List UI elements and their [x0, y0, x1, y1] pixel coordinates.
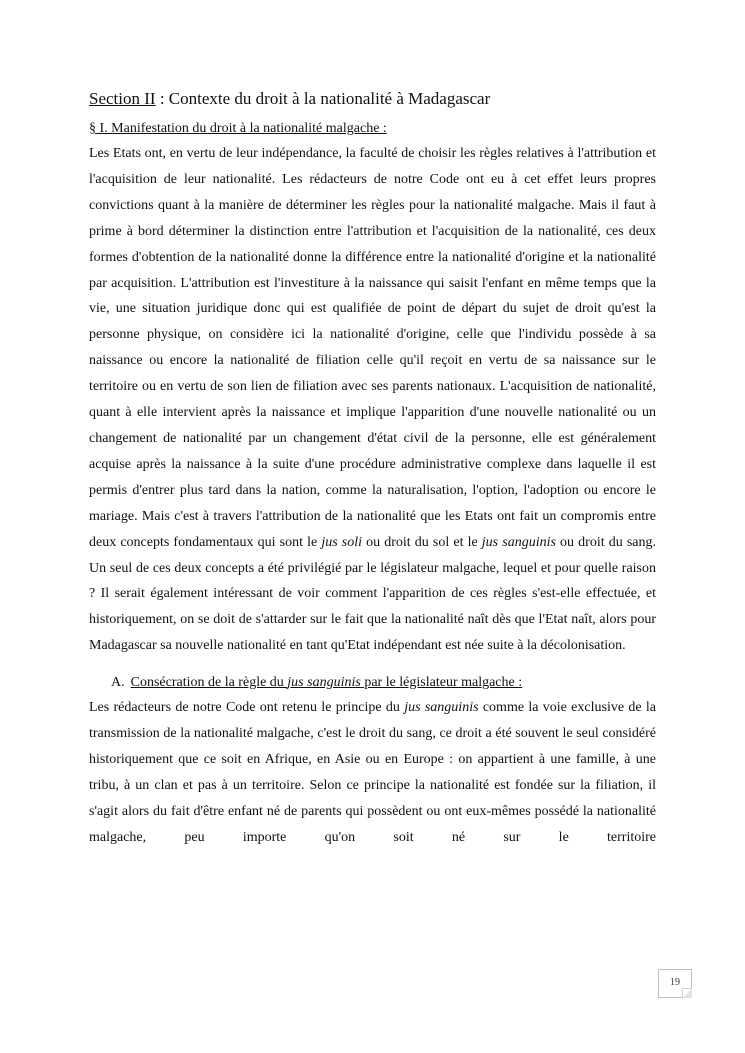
paragraph2-italic-jus-sanguinis: jus sanguinis: [404, 700, 479, 716]
paragraph1-part2: ou droit du sol et le: [362, 534, 482, 550]
section-title: [89, 86, 656, 112]
paragraph1-italic-jus-sanguinis: jus sanguinis: [481, 534, 556, 550]
paragraph1-italic-jus-soli: jus soli: [321, 534, 362, 550]
paragraph2-part2: comme la voie exclusive de la transmission de la nationalité malgache, c'est le droit du sang, ce droit a été souvent le seul considéré historiquement que ce soit en Afrique, en Asie ou en Europe : on appartient à une famille, à une tribu, à un clan et pas à un territoire. Selon ce principe la nationalité est fondée sur la filiation, il s'agit alors du fait d'être enfant né de parents qui possèdent ou ont eux-mêmes possédé la nationalité malgache, peu importe qu'on soit né sur le territoire: [89, 700, 656, 845]
subheading: [89, 117, 656, 141]
subsection-title-italic: jus sanguinis: [287, 675, 361, 691]
section-title-text: : Contexte du droit à la nationalité à Madagascar: [155, 89, 491, 108]
subsection-title-part1: Consécration de la règle du: [130, 675, 288, 691]
paragraph2-part1: Les rédacteurs de notre Code ont retenu le principe du: [89, 700, 405, 716]
subsection-title-part2: par le législateur malgache :: [360, 675, 523, 691]
subsection-a-heading: [111, 671, 656, 695]
paragraph-attribution-acquisition: [89, 141, 656, 659]
section-label: Section II: [89, 89, 156, 108]
subheading-text: § I. Manifestation du droit à la nationalité malgache :: [89, 121, 387, 136]
paragraph-jus-sanguinis: [89, 695, 656, 850]
paragraph1-part3: ou droit du sang. Un seul de ces deux concepts a été privilégié par le législateur malgache, lequel et pour quelle raison ? Il serait également intéressant de voir comment l'apparition de ces règles s'est-elle effectuée, et historiquement, on se doit de s'attarder sur le fait que la nationalité naît dès que l'Etat naît, alors pour Madagascar sa nouvelle nationalité en tant qu'Etat indépendant est née suite à la décolonisation.: [89, 534, 657, 654]
page-number: 19: [658, 969, 692, 998]
subsection-title: [131, 675, 523, 690]
subsection-letter: A.: [111, 675, 125, 691]
page-content: [89, 86, 656, 851]
paragraph1-part1: Les Etats ont, en vertu de leur indépendance, la faculté de choisir les règles relatives à l'attribution et l'acquisition de leur nationalité. Les rédacteurs de notre Code ont eu à cet effet leurs propres convictions quant à la manière de déterminer les règles pour la nationalité malgache. Mais il faut à prime à bord déterminer la distinction entre l'attribution et l'acquisition de la nationalité, ces deux formes d'obtention de la nationalité donne la différence entre la nationalité d'origine et la nationalité par acquisition. L'attribution est l'investiture à la naissance qui saisit l'enfant en même temps que la vie, une situation juridique donc qui est qualifiée de point de départ du sujet de droit qu'est la personne physique, on considère ici la nationalité d'origine, celle que l'individu possède à sa naissance ou encore la nationalité de filiation celle qu'il reçoit en vertu de sa naissance sur le territoire ou en vertu de son lien de filiation avec ses parents nationaux. L'acquisition de nationalité, quant à elle intervient après la naissance et implique l'apparition d'une nouvelle nationalité ou un changement de nationalité par un changement d'état civil de la personne, elle est généralement acquise après la naissance à la suite d'une procédure administrative complexe dans laquelle il est permis d'entrer plus tard dans la nation, comme la naturalisation, l'option, l'adoption ou encore le mariage. Mais c'est à travers l'attribution de la nationalité que les Etats ont fait un compromis entre deux concepts fondamentaux qui sont le: [89, 146, 656, 550]
